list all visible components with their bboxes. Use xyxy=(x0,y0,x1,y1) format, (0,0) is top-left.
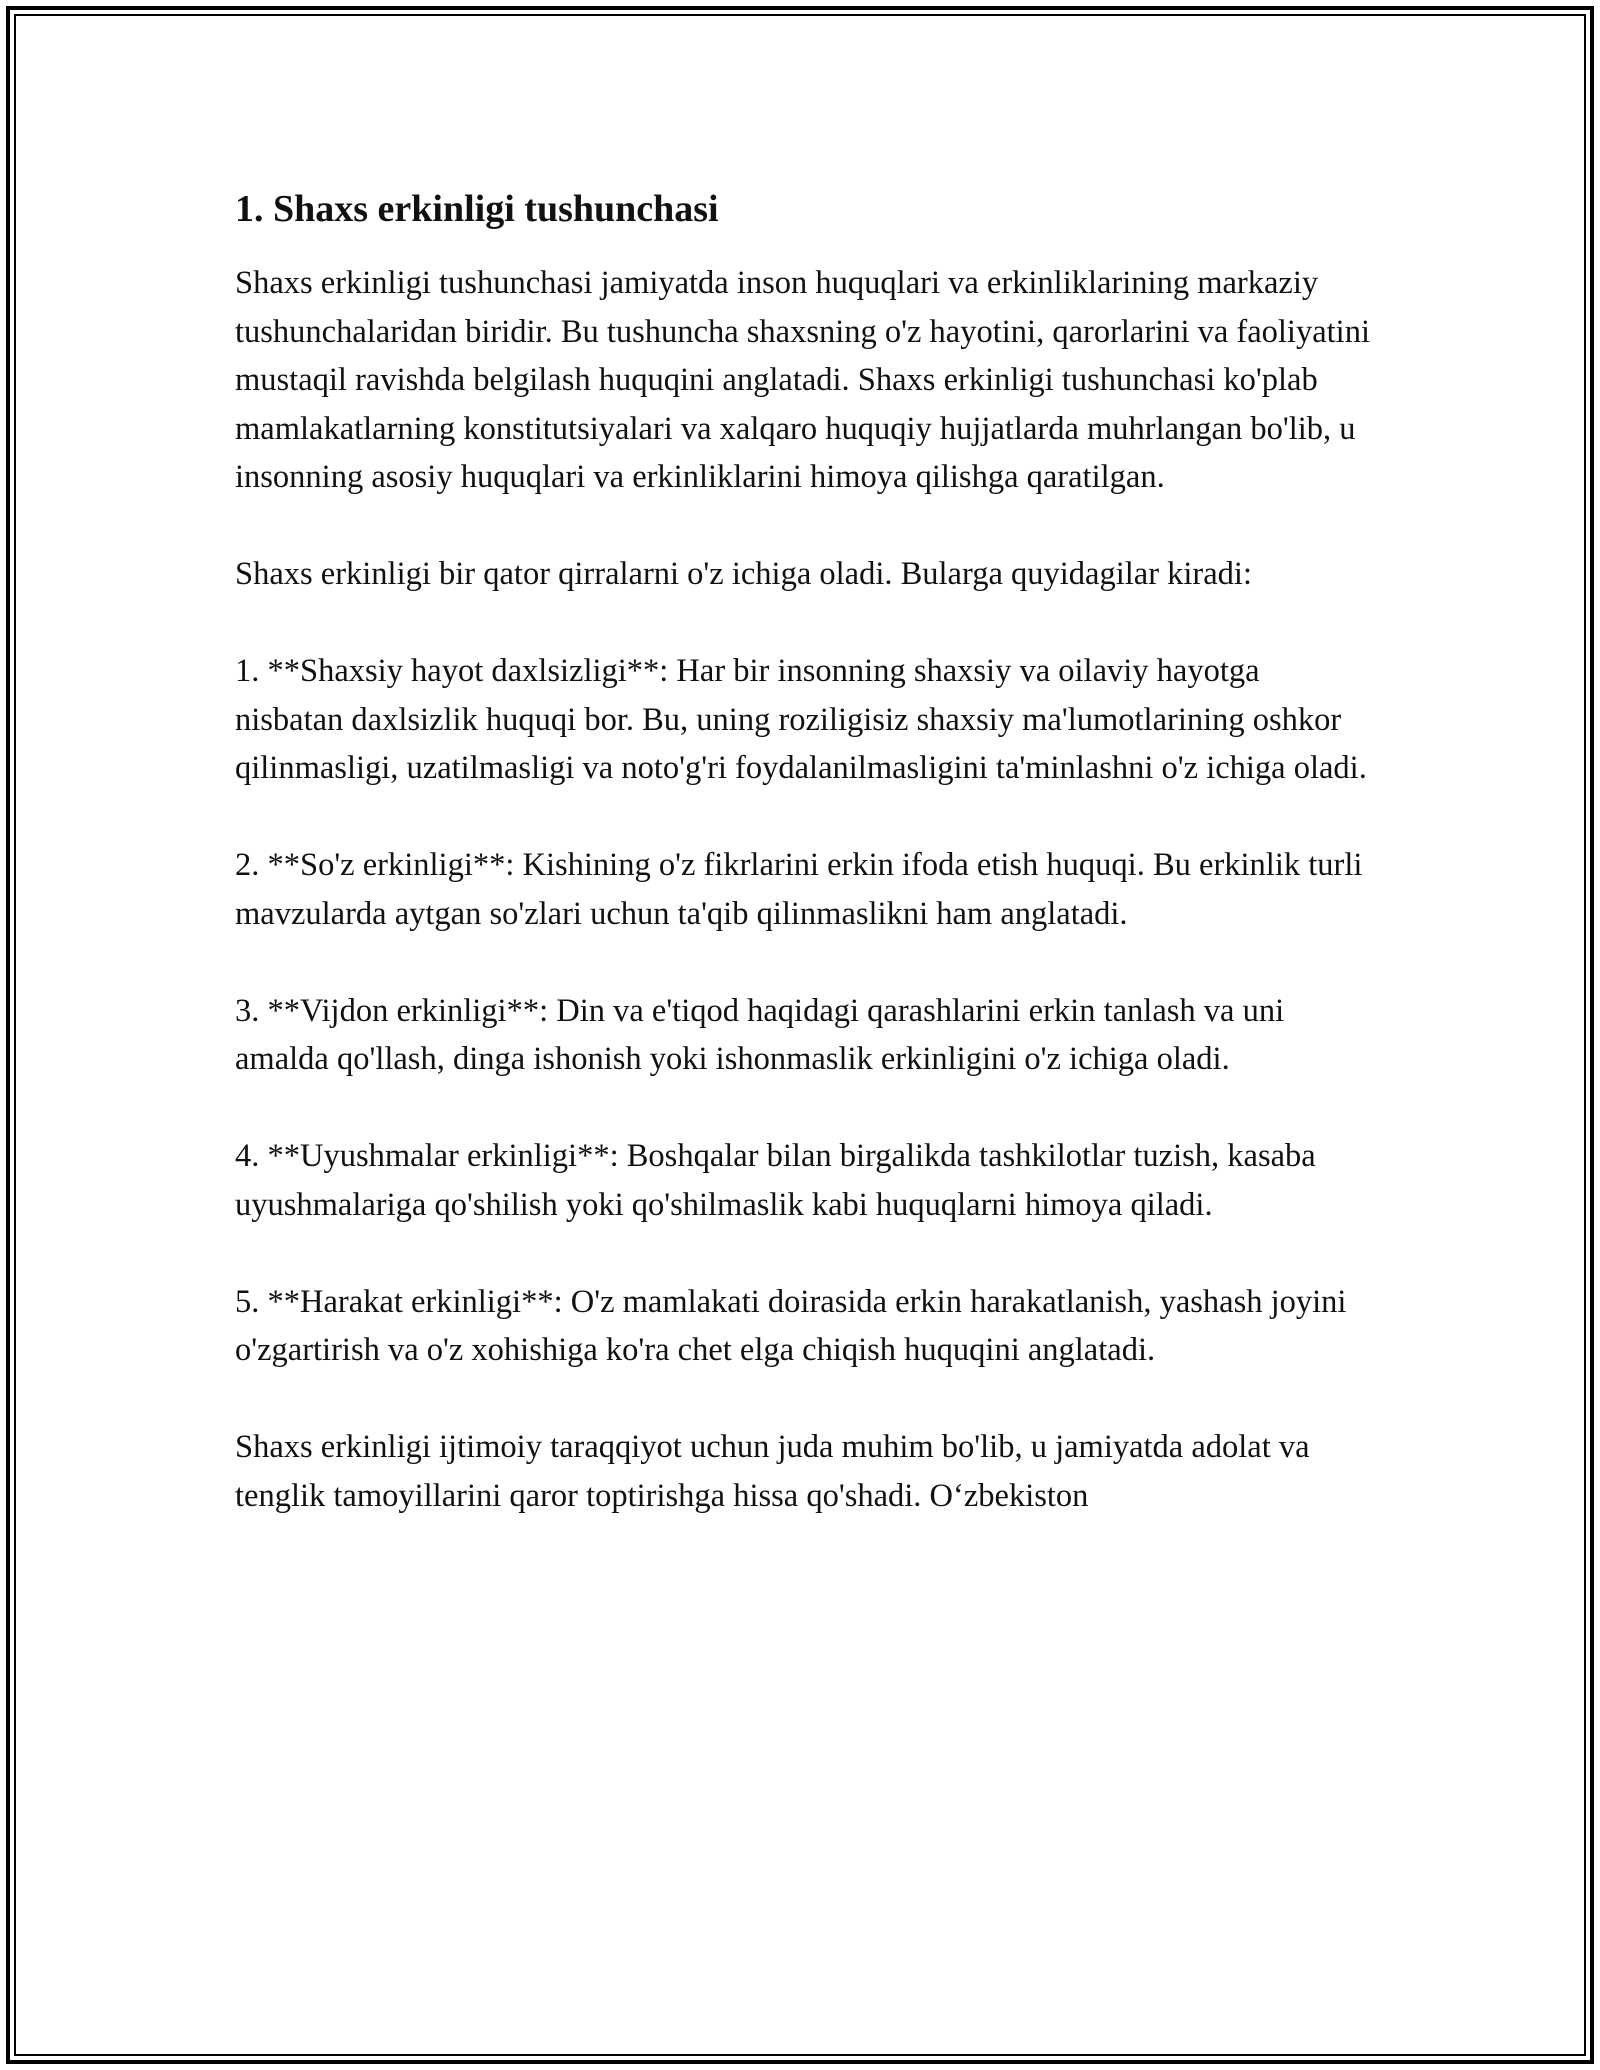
list-item-speech: 2. **So'z erkinligi**: Kishining o'z fikrlarini erkin ifoda etish huquqi. Bu erkinlik turli mavzularda aytgan so'zlari uchun ta'qib qilinmaslikni ham anglatadi. xyxy=(235,847,1363,932)
document-body xyxy=(235,185,1370,1520)
list-item-movement: 5. **Harakat erkinligi**: O'z mamlakati doirasida erkin harakatlanish, yashash joyini o'zgartirish va o'z xohishiga ko'ra chet elga chiqish huquqini anglatadi. xyxy=(235,1283,1347,1368)
lead-paragraph: Shaxs erkinligi bir qator qirralarni o'z ichiga oladi. Bularga quyidagilar kiradi: xyxy=(235,556,1252,592)
section-heading: 1. Shaxs erkinligi tushunchasi xyxy=(235,188,719,230)
list-item-association: 4. **Uyushmalar erkinligi**: Boshqalar bilan birgalikda tashkilotlar tuzish, kasaba uyushmalariga qo'shilish yoki qo'shilmaslik kabi huquqlarni himoya qiladi. xyxy=(235,1138,1316,1223)
intro-paragraph: Shaxs erkinligi tushunchasi jamiyatda inson huquqlari va erkinliklarining markaziy tushunchalaridan biridir. Bu tushuncha shaxsning o'z hayotini, qarorlarini va faoliyatini mustaqil ravishda belgilash huquqini anglatadi. Shaxs erkinligi tushunchasi ko'plab mamlakatlarning konstitutsiyalari va xalqaro huquqiy hujjatlarda muhrlangan bo'lib, u insonning asosiy huquqlari va erkinliklarini himoya qilishga qaratilgan. xyxy=(235,265,1370,495)
closing-paragraph: Shaxs erkinligi ijtimoiy taraqqiyot uchun juda muhim bo'lib, u jamiyatda adolat va tenglik tamoyillarini qaror toptirishga hissa qo'shadi. O‘zbekiston xyxy=(235,1429,1310,1514)
list-item-conscience: 3. **Vijdon erkinligi**: Din va e'tiqod haqidagi qarashlarini erkin tanlash va uni amalda qo'llash, dinga ishonish yoki ishonmaslik erkinligini o'z ichiga oladi. xyxy=(235,992,1285,1077)
list-item-privacy: 1. **Shaxsiy hayot daxlsizligi**: Har bir insonning shaxsiy va oilaviy hayotga nisbatan daxlsizlik huquqi bor. Bu, uning roziligisiz shaxsiy ma'lumotlarining oshkor qilinmasligi, uzatilmasligi va noto'g'ri foydalanilmasligini ta'minlashni o'z ichiga oladi. xyxy=(235,653,1367,786)
